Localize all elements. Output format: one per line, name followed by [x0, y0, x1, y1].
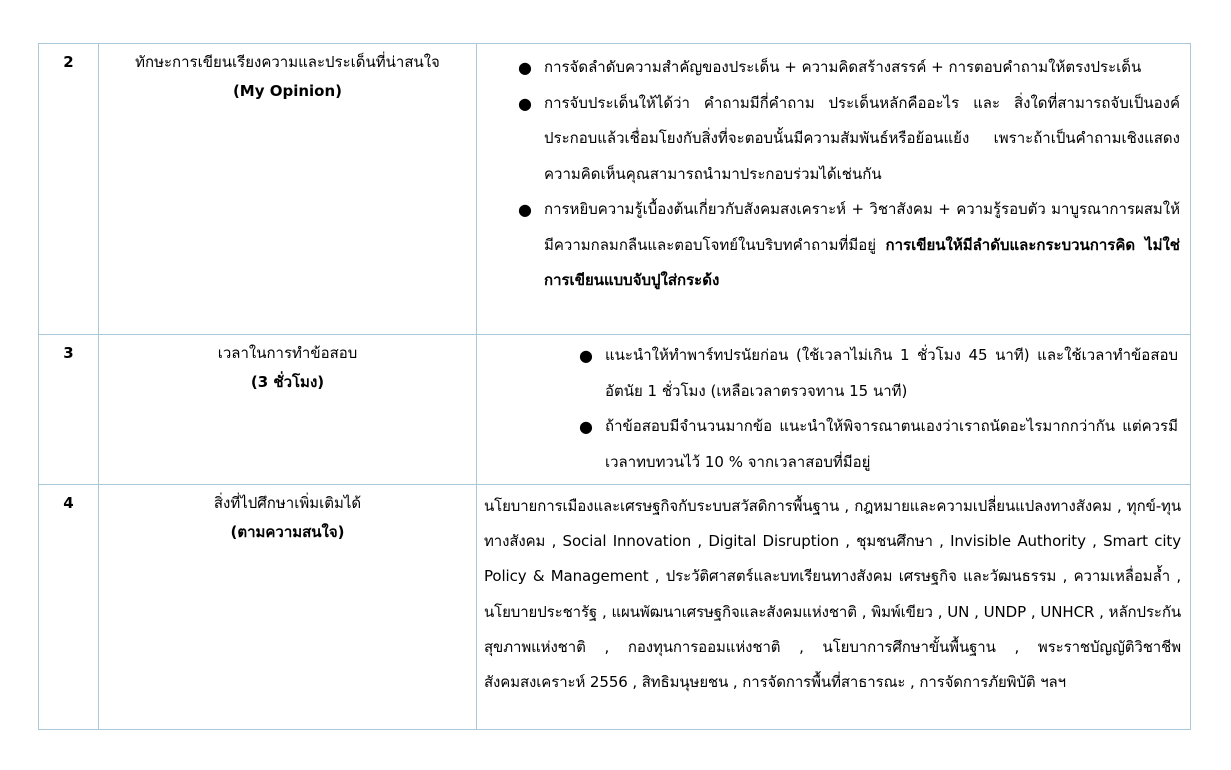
list-item-text: แนะนำให้ทำพาร์ทปรนัยก่อน (ใช้เวลาไม่เกิน 1 ชั่วโมง 45 นาที) และใช้เวลาทำข้อสอบอัตนัย 1 ชั่วโมง (เหลือเวลาตรวจทาน 15 นาที) — [605, 346, 1178, 400]
study-guide-table — [38, 43, 1191, 730]
bullet-list — [518, 50, 1180, 299]
topic-cell — [99, 335, 477, 485]
topic-subtitle: (3 ชั่วโมง) — [250, 373, 325, 391]
list-item — [518, 50, 1180, 86]
detail-cell: นโยบายการเมืองและเศรษฐกิจกับระบบสวัสดิการพื้นฐาน , กฎหมายและความเปลี่ยนแปลงทางสังคม , ทุกข์-ทุนทางสังคม , Social Innovation , Digital Disruption , ชุมชนศึกษา , Invisible Authority , Smart city Policy & Management , ประวัติศาสตร์และบทเรียนทางสังคม เศรษฐกิจ และวัฒนธรรม , ความเหลื่อมล้ำ , นโยบายประชารัฐ , แผนพัฒนาเศรษฐกิจและสังคมแห่งชาติ , พิมพ์เขียว , UN , UNDP , UNHCR , หลักประกันสุขภาพแห่งชาติ , กองทุนการออมแห่งชาติ , นโยบาการศึกษาขั้นพื้นฐาน , พระราชบัญญัติวิชาชีพสังคมสงเคราะห์ 2556 , สิทธิมนุษยชน , การจัดการพื้นที่สาธารณะ , การจัดการภัยพิบัติ ฯลฯ — [477, 485, 1191, 730]
list-item — [579, 338, 1178, 409]
topic-cell — [99, 485, 477, 730]
list-item — [579, 409, 1178, 480]
list-item-text: การจัดลำดับความสำคัญของประเด็น + ความคิดสร้างสรรค์ + การตอบคำถามให้ตรงประเด็น — [544, 58, 1142, 76]
list-item-text: การหยิบความรู้เบื้องต้นเกี่ยวกับสังคมสงเคราะห์ + วิชาสังคม + ความรู้รอบตัว มาบูรณาการผสมให้มีความกลมกลืนและตอบโจทย์ในบริบทคำถามที่มีอยู่ — [544, 200, 1180, 254]
bullet-icon: ● — [579, 346, 593, 365]
topic-title: ทักษะการเขียนเรียงความและประเด็นที่น่าสนใจ — [135, 53, 440, 71]
row-number: 3 — [39, 335, 99, 485]
list-item-text: ถ้าข้อสอบมีจำนวนมากข้อ แนะนำให้พิจารณาตนเองว่าเราถนัดอะไรมากกว่ากัน แต่ควรมีเวลาทบทวนไว้ 10 % จากเวลาสอบที่มีอยู่ — [605, 417, 1178, 471]
list-item — [518, 192, 1180, 299]
topic-cell — [99, 44, 477, 335]
table-row — [39, 335, 1191, 485]
list-item-emphasis: การเขียนให้มีลำดับและกระบวนการคิด ไม่ใช่การเขียนแบบจับปูใส่กระด้ง — [544, 235, 1180, 289]
list-item — [518, 86, 1180, 193]
row-number: 2 — [39, 44, 99, 335]
table-row — [39, 485, 1191, 730]
topic-title: เวลาในการทำข้อสอบ — [217, 344, 358, 362]
topic-subtitle: (ตามความสนใจ) — [230, 523, 345, 541]
table-row — [39, 44, 1191, 335]
bullet-icon: ● — [518, 58, 532, 77]
topic-subtitle: (My Opinion) — [232, 82, 343, 100]
list-item-text: การจับประเด็นให้ได้ว่า คำถามมีกี่คำถาม ประเด็นหลักคืออะไร และ สิ่งใดที่สามารถจับเป็นองค์ประกอบแล้วเชื่อมโยงกับสิ่งที่จะตอบนั้นมีความสัมพันธ์หรือย้อนแย้ง เพราะถ้าเป็นคำถามเชิงแสดงความคิดเห็นคุณสามารถนำมาประกอบร่วมได้เช่นกัน — [544, 93, 1180, 183]
detail-cell — [477, 335, 1191, 485]
bullet-icon: ● — [518, 93, 532, 113]
topic-title: สิ่งที่ไปศึกษาเพิ่มเติมได้ — [213, 494, 362, 512]
bullet-icon: ● — [579, 417, 593, 436]
row-number: 4 — [39, 485, 99, 730]
detail-cell — [477, 44, 1191, 335]
bullet-icon: ● — [518, 200, 532, 219]
bullet-list — [579, 338, 1178, 480]
